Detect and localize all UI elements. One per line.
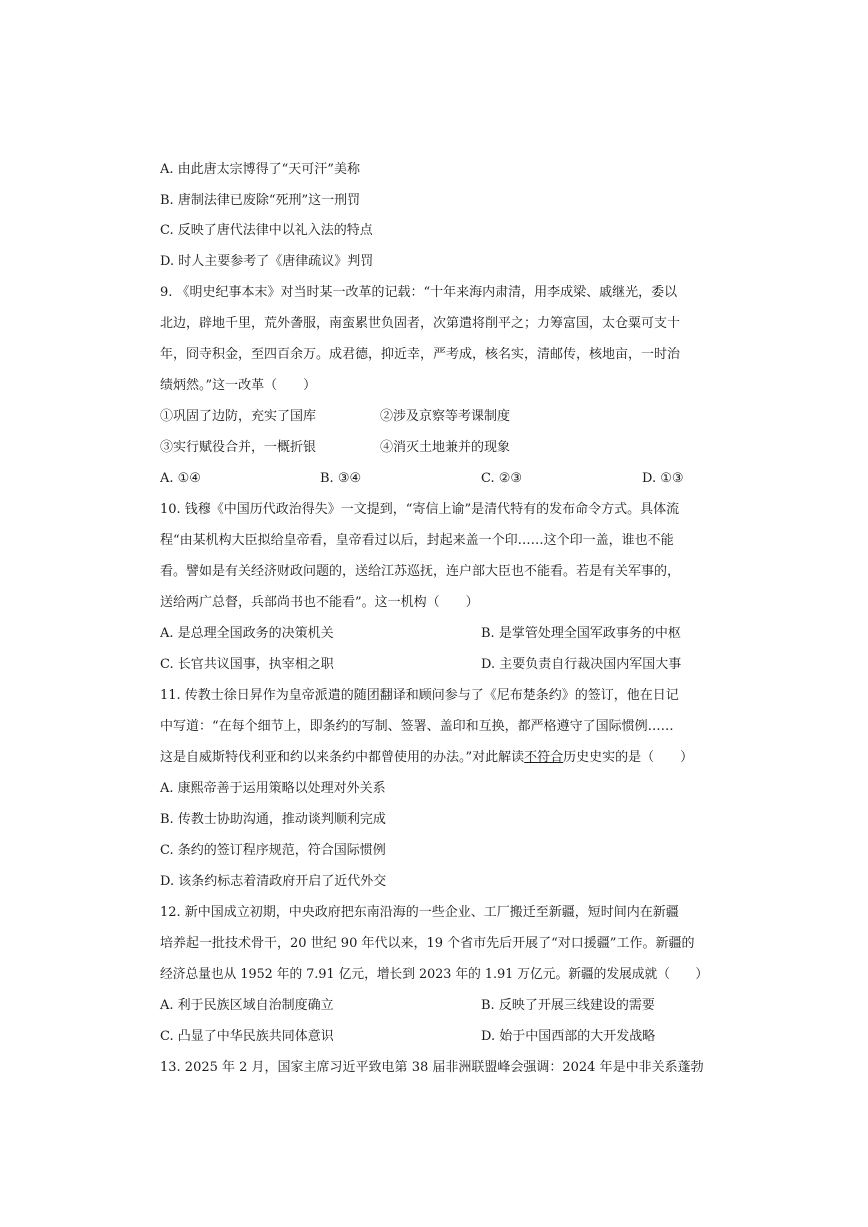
q10-stem-line-1: 10. 钱穆《中国历代政治得失》一文提到，“寄信上谕”是清代特有的发布命令方式。具体流 (160, 502, 680, 517)
q9-item-2: ②涉及京察等考课制度 (380, 409, 511, 424)
q12-stem-line-3: 经济总量也从 1952 年的 7.91 亿元，增长到 2023 年的 1.91 万亿元。新疆的发展成就（ ） (160, 967, 709, 982)
q11-option-a: A. 康熙帝善于运用策略以处理对外关系 (160, 781, 386, 796)
q9-stem-line-2: 北边，辟地千里，荒外詟服，南蛮累世负固者，次第遣将削平之；力筹富国，太仓粟可支十 (160, 316, 681, 331)
q11-stem-line-1: 11. 传教士徐日昇作为皇帝派遣的随团翻译和顾问参与了《尼布楚条约》的签订，他在日记 (160, 688, 679, 703)
q11-option-c: C. 条约的签订程序规范，符合国际惯例 (160, 843, 386, 858)
q12-option-c: C. 凸显了中华民族共同体意识 (160, 1029, 334, 1044)
q12-option-d: D. 始于中国西部的大开发战略 (481, 1029, 656, 1044)
q9-item-3: ③实行赋役合并，一概折银 (160, 440, 317, 455)
q10-option-c: C. 长官共议国事，执宰相之职 (160, 657, 334, 672)
q12-option-a: A. 利于民族区域自治制度确立 (160, 998, 334, 1013)
q8-option-b: B. 唐制法律已废除“死刑”这一刑罚 (160, 193, 361, 208)
q11-option-d: D. 该条约标志着清政府开启了近代外交 (160, 874, 387, 889)
q12-option-b: B. 反映了开展三线建设的需要 (481, 998, 655, 1013)
q11-stem-line-3-post: 历史史实的是（ ） (563, 750, 694, 765)
q11-stem-line-2: 中写道：“在每个细节上，即条约的写制、签署、盖印和互换，都严格遵守了国际惯例…… (160, 719, 674, 734)
q11-underlined-not-consistent: 不符合 (524, 750, 564, 765)
q10-option-b: B. 是掌管处理全国军政事务的中枢 (481, 626, 681, 641)
q9-stem-line-3: 年，冏寺积金，至四百余万。成君德，抑近幸，严考成，核名实，清邮传，核地亩，一时治 (160, 347, 681, 362)
q9-option-c: C. ②③ (481, 471, 523, 486)
q10-stem-line-2: 程“由某机构大臣拟给皇帝看，皇帝看过以后，封起来盖一个印……这个印一盖，谁也不能 (160, 533, 674, 548)
q9-item-4: ④消灭土地兼并的现象 (380, 440, 511, 455)
q9-stem-line-1: 9. 《明史纪事本末》对当时某一改革的记载：“十年来海内肃清，用李成梁、戚继光，委以 (160, 285, 678, 300)
q9-option-b: B. ③④ (320, 471, 362, 486)
q9-option-a: A. ①④ (160, 471, 201, 486)
q11-stem-line-3-pre: 这是自威斯特伐利亚和约以来条约中都曾使用的办法。”对此解读 (160, 750, 525, 765)
q13-stem-line-1: 13. 2025 年 2 月，国家主席习近平致电第 38 届非洲联盟峰会强调：2024 年是中非关系蓬勃 (160, 1060, 704, 1075)
q10-stem-line-4: 送给两广总督，兵部尚书也不能看”。这一机构（ ） (160, 595, 479, 610)
q10-option-d: D. 主要负责自行裁决国内军国大事 (481, 657, 682, 672)
q11-stem-line-3 (160, 749, 693, 767)
q8-option-c: C. 反映了唐代法律中以礼入法的特点 (160, 223, 373, 238)
q8-option-a: A. 由此唐太宗博得了“天可汗”美称 (160, 162, 360, 177)
q12-stem-line-2: 培养起一批技术骨干，20 世纪 90 年代以来，19 个省市先后开展了“对口援疆”工作。新疆的 (160, 936, 695, 951)
q10-stem-line-3: 看。譬如是有关经济财政问题的，送给江苏巡抚，连户部大臣也不能看。若是有关军事的， (160, 564, 681, 579)
q9-stem-line-4: 绩炳然。”这一改革（ ） (160, 378, 317, 393)
q9-item-1: ①巩固了边防，充实了国库 (160, 409, 317, 424)
q9-option-d: D. ①③ (642, 471, 684, 486)
q8-option-d: D. 时人主要参考了《唐律疏议》判罚 (160, 254, 374, 269)
q10-option-a: A. 是总理全国政务的决策机关 (160, 626, 334, 641)
q12-stem-line-1: 12. 新中国成立初期，中央政府把东南沿海的一些企业、工厂搬迁至新疆，短时间内在新疆 (160, 905, 679, 920)
q11-option-b: B. 传教士协助沟通，推动谈判顺利完成 (160, 812, 386, 827)
